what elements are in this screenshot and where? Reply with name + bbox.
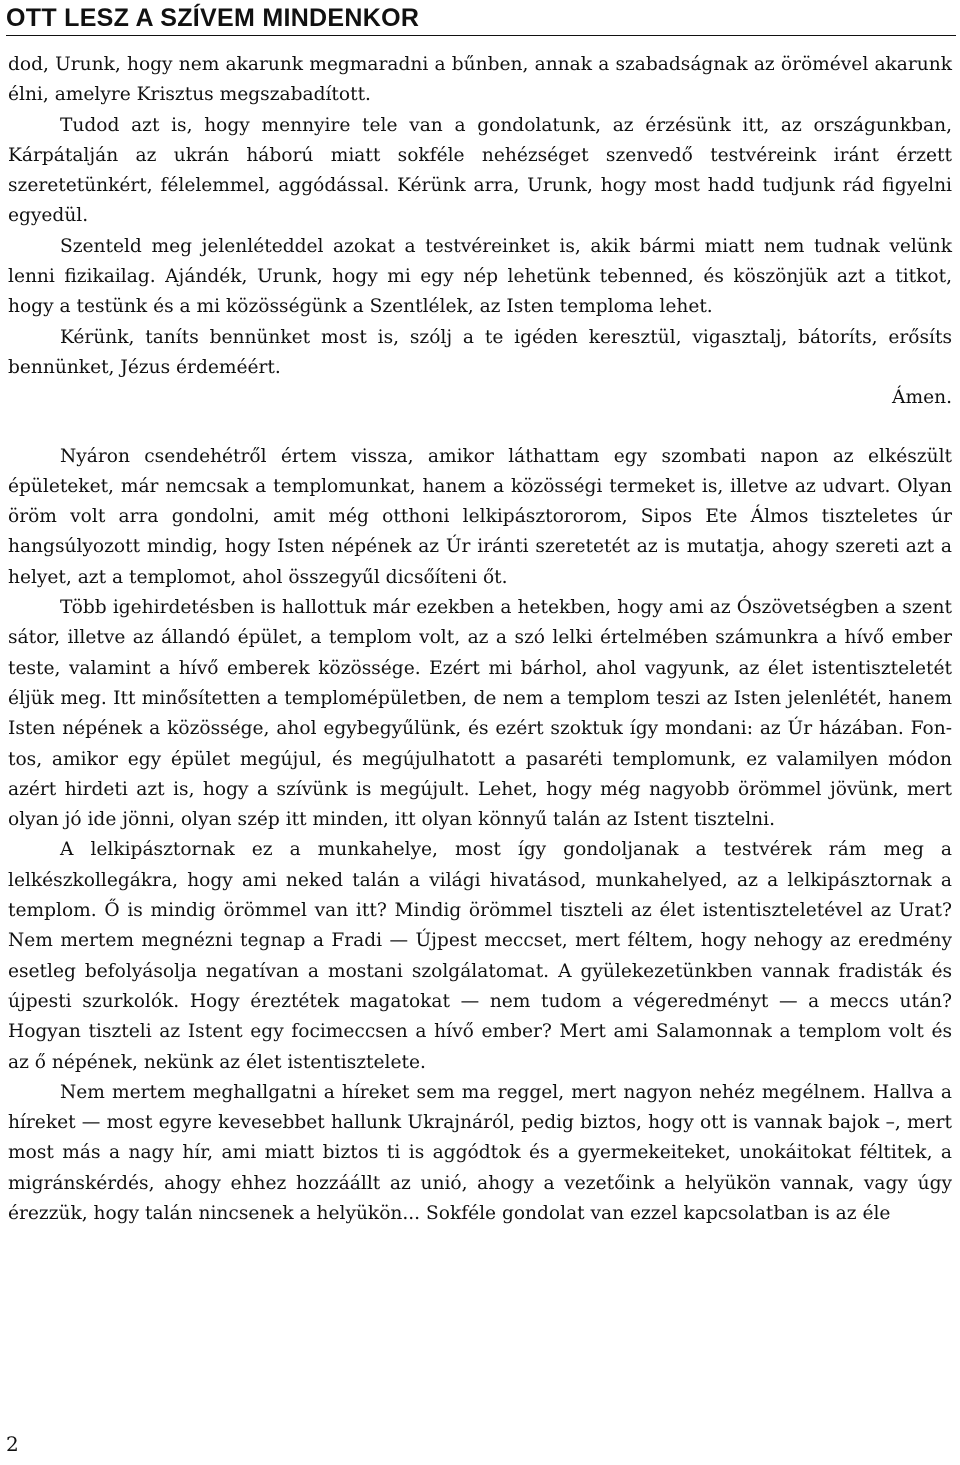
paragraph-continued: dod, Urunk, hogy nem akarunk megmaradni a bűnben, annak a szabadságnak az örömével akarunk élni, amelyre Krisztus megszabadított.: [8, 54, 952, 106]
paragraph: Tudod azt is, hogy mennyire tele van a gondolatunk, az érzésünk itt, az országunkban, Kárpátalján az ukrán háború miatt sokféle nehézséget szenvedő testvéreink iránt érzett szeretetünkért, félelemmel, aggódással. Kérünk arra, Urunk, hogy most hadd tudjunk rád figyelni egyedül.: [8, 114, 952, 227]
amen-line: Ámen.: [892, 387, 952, 409]
body-text: [8, 50, 952, 1229]
paragraph: Nem mertem meghallgatni a híreket sem ma reggel, mert nagyon nehéz megélnem. Hallva a híreket — most egyre kevesebbet hallunk Ukrajnáról, pedig biztos, hogy ott is vannak bajok –, mert most más a nagy hír, ami miatt biztos ti is aggódtok és a gyermekeiteket, unokáitokat féltitek, a migránskérdés, ahogy ehhez hozzáállt az unió, ahogy a vezetőink a helyükön vannak, vagy úgy érezzük, hogy talán nincsenek a helyükön... Sokféle gondolat van ezzel kapcsolatban is az éle: [8, 1081, 952, 1224]
paragraph: A lelkipásztornak ez a munkahelye, most így gondoljanak a testvérek rám meg a lelkészkollegákra, hogy ami neked talán a világi hivatásod, munkahelyed, az a lelkipásztornak a templom. Ő is mindig örömmel van itt? Mindig örömmel tiszteli az élet istentiszteletével az Urat? Nem mertem megnézni tegnap a Fradi — Újpest meccset, mert féltem, hogy nehogy az eredmény esetleg befolyásolja negatívan a mostani szolgálatomat. A gyülekezetünkben vannak fradisták és újpesti szurkolók. Hogy éreztétek magatokat — nem tudom a végeredményt — a meccs után? Hogyan tiszteli az Istent egy focimeccsen a hívő ember? Mert ami Salamonnak a templom volt és az ő népének, nekünk az élet istentisztelete.: [8, 839, 952, 1073]
paragraph: Több igehirdetésben is hallottuk már ezekben a hetekben, hogy ami az Ószövetségben a szent sátor, illetve az állandó épület, a templom volt, az a szó lelki értelmében számunkra a hívő ember teste, valamint a hívő emberek közössége. Ezért mi bárhol, ahol vagyunk, az élet istentiszteletét éljük meg. Itt minősítetten a templomépületben, de nem a templom teszi az Isten jelenlétét, hanem Isten népének a közössége, ahol egybegyűlünk, és ezért szoktuk így mondani: az Úr házában. Fontos, amikor egy épület megújul, és megújulhatott a pasaréti templomunk, ez valamilyen módon azért hirdeti azt is, hogy a szívünk is megújult. Lehet, hogy még nagyobb örömmel jövünk, mert olyan jó ide jönni, olyan szép itt minden, itt olyan könnyű talán az Istent tisztelni.: [8, 597, 952, 831]
header-title: OTT LESZ A SZÍVEM MINDENKOR: [6, 4, 420, 32]
paragraph: Kérünk, taníts bennünket most is, szólj a te igéden keresztül, vigasztalj, bátoríts, erősíts bennünket, Jézus érdeméért.: [8, 326, 952, 378]
paragraph: Szenteld meg jelenléteddel azokat a testvéreinket is, akik bármi miatt nem tudnak velünk lenni fizikailag. Ajándék, Urunk, hogy mi egy nép lehetünk tebenned, és köszönjük azt a titkot, hogy a testünk és a mi közösségünk a Szentlélek, az Isten temploma lehet.: [8, 235, 952, 318]
running-header: [6, 4, 956, 36]
paragraph: Nyáron csendehétről értem vissza, amikor láthattam egy szombati napon az elkészült épületeket, már nemcsak a templomunkat, hanem a közösségi termeket is, illetve az udvart. Olyan öröm volt arra gondolni, amit még otthoni lelkipásztororom, Sipos Ete Álmos tiszteletes úr hangsúlyozott mindig, hogy Isten népének az Úr iránti szeretetét az is mutatja, ahogy szereti azt a helyet, azt a templomot, ahol összegyűl dicsőíteni őt.: [8, 445, 952, 588]
page-number: 2: [6, 1432, 19, 1456]
